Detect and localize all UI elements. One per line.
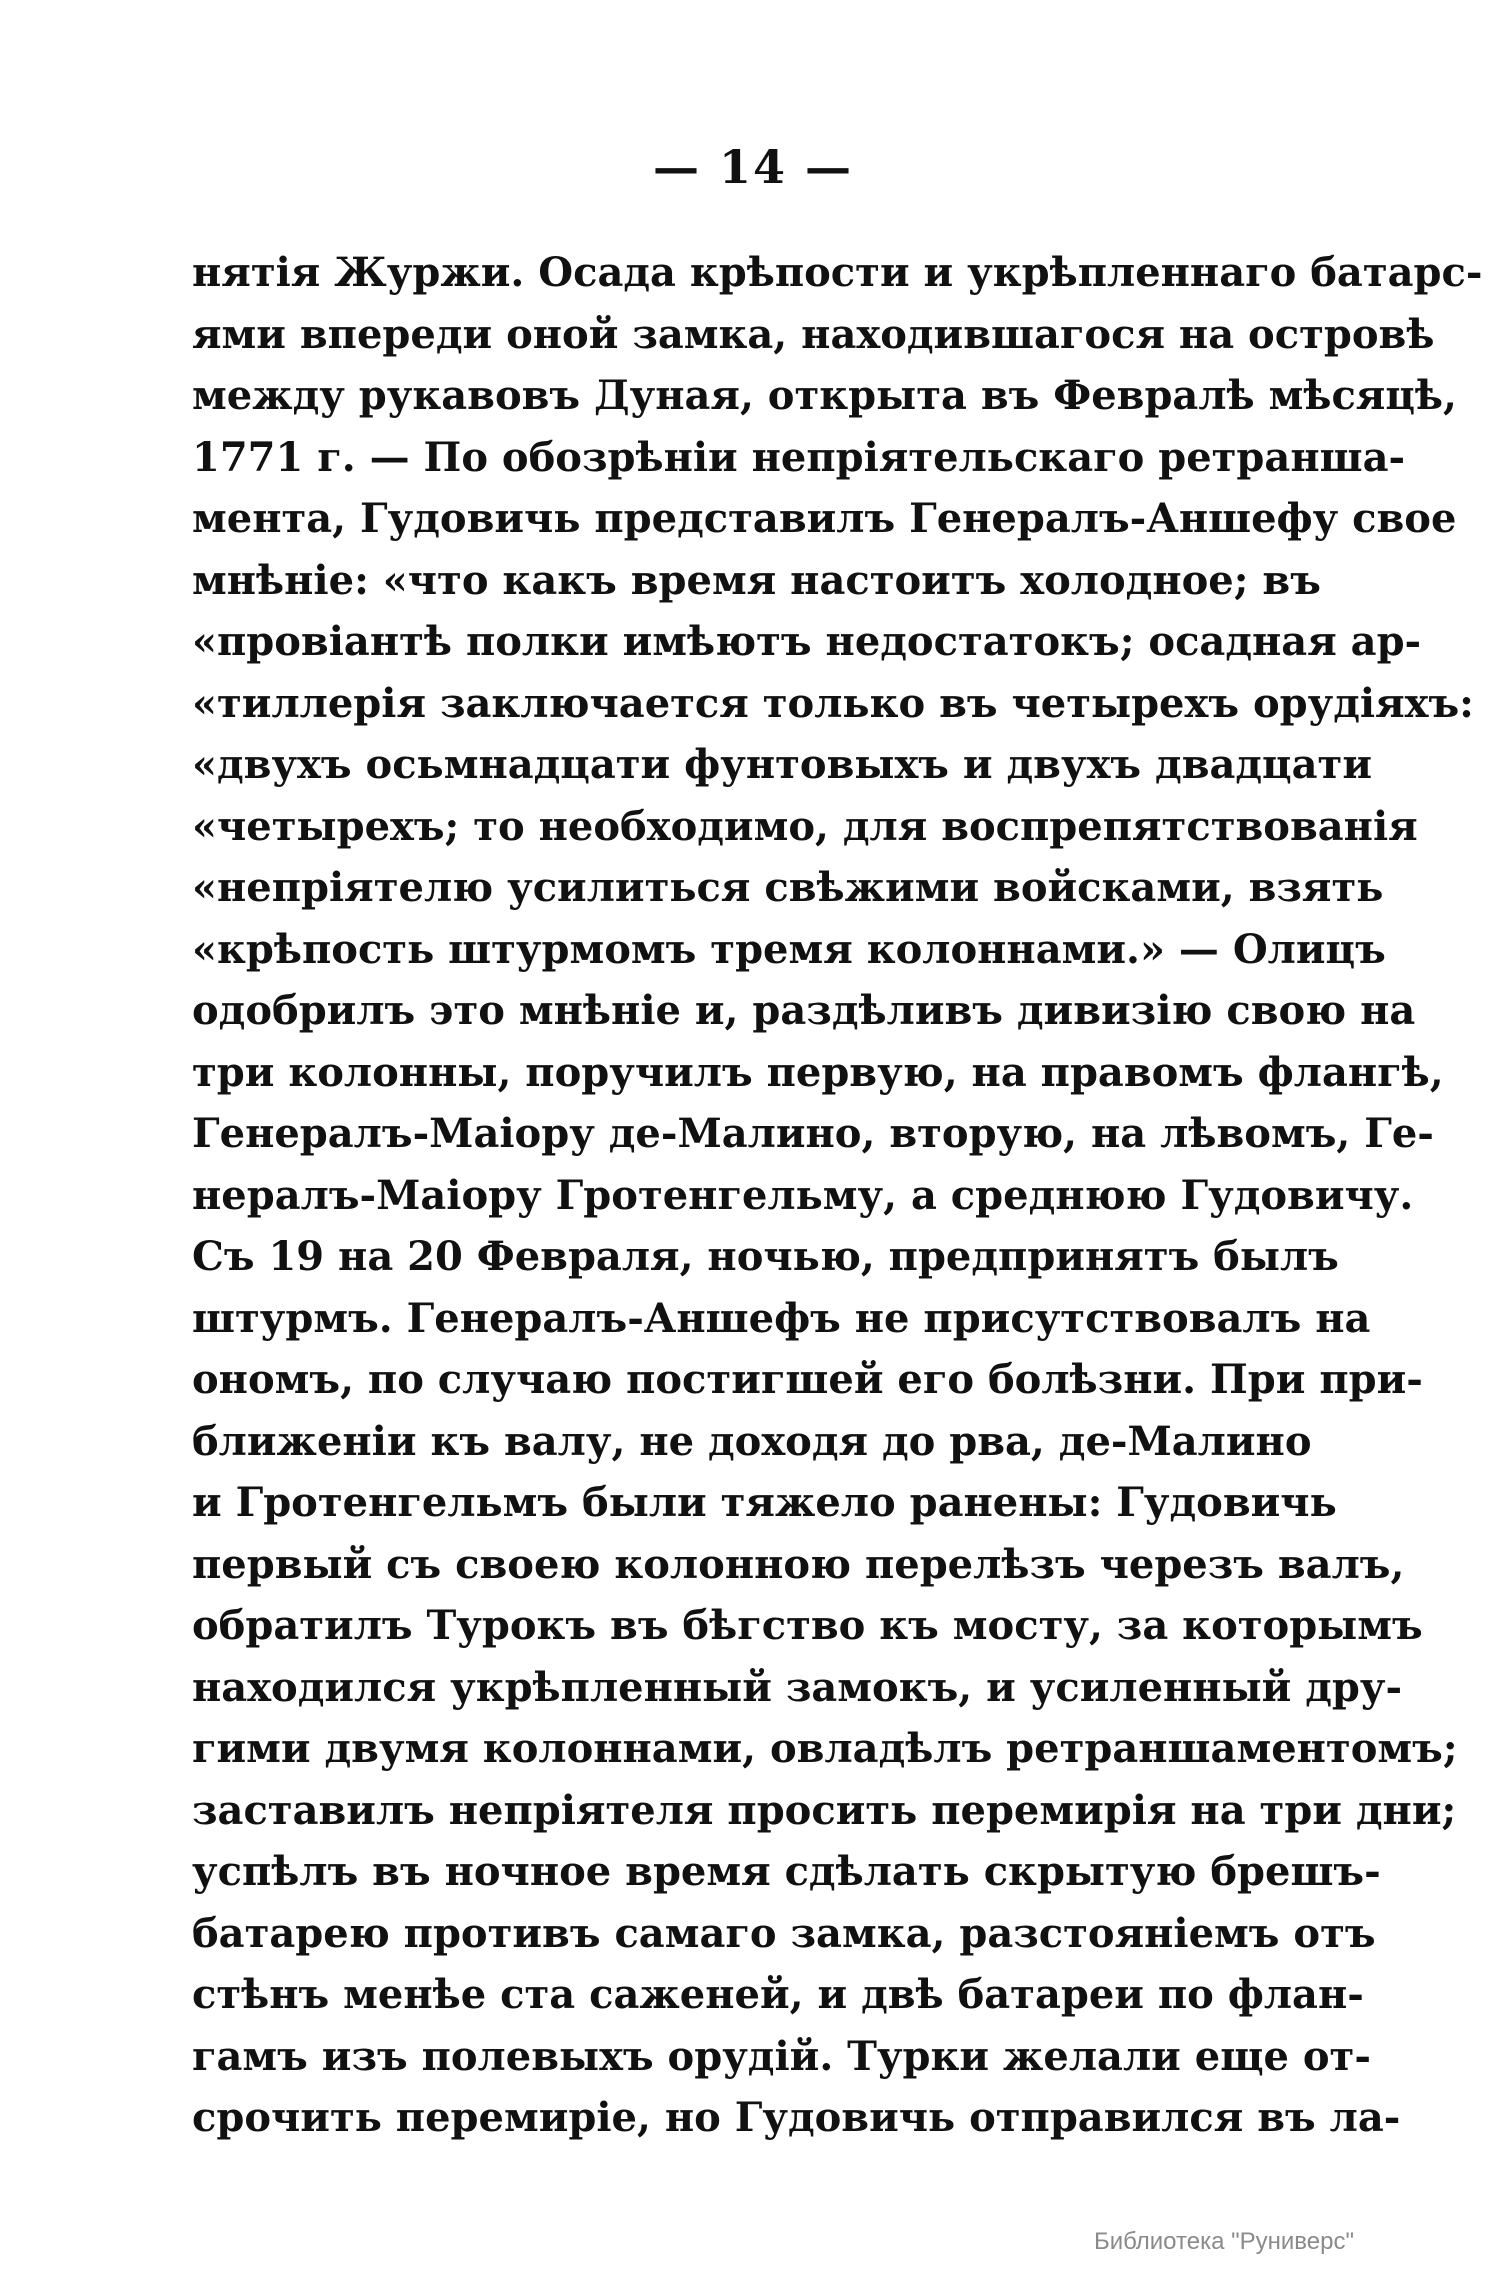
text-line: «провіантѣ полки имѣютъ недостатокъ; осадная ар- xyxy=(192,618,1422,665)
text-line: обратилъ Турокъ въ бѣгство къ мосту, за которымъ xyxy=(192,1602,1423,1649)
text-line: 1771 г. — По обозрѣніи непріятельскаго ретранша- xyxy=(192,433,1406,481)
text-line: мнѣніе: «что какъ время настоитъ холодное; въ xyxy=(192,556,1321,604)
text-line: находился укрѣпленный замокъ, и усиленный дру- xyxy=(192,1663,1403,1711)
text-line: между рукавовъ Дуная, открыта въ Февралѣ мѣсяцѣ, xyxy=(192,372,1457,419)
text-line: ями впереди оной замка, находившагося на островѣ xyxy=(192,310,1435,358)
text-line: успѣлъ въ ночное время сдѣлать скрытую брешъ- xyxy=(192,1848,1381,1895)
text-line: стѣнъ менѣе ста саженей, и двѣ батареи по флан- xyxy=(192,1971,1364,2018)
text-line: батарею противъ самаго замка, разстояніемъ отъ xyxy=(192,1909,1376,1957)
text-line: мента, Гудовичь представилъ Генералъ-Аншефу свое xyxy=(192,495,1457,542)
text-line: первый съ своею колонною перелѣзъ черезъ валъ, xyxy=(192,1540,1405,1588)
text-line: Генералъ-Маіору де-Малино, вторую, на лѣвомъ, Ге- xyxy=(192,1110,1434,1157)
text-line: «четырехъ; то необходимо, для воспрепятствованія xyxy=(192,802,1418,850)
text-line: три колонны, поручилъ первую, на правомъ флангѣ, xyxy=(192,1048,1444,1096)
text-line: штурмъ. Генералъ-Аншефъ не присутствовалъ на xyxy=(192,1294,1371,1342)
text-line: ономъ, по случаю постигшей его болѣзни. При при- xyxy=(192,1356,1423,1403)
text-line: одобрилъ это мнѣніе и, раздѣливъ дивизію свою на xyxy=(192,987,1416,1034)
page-number: — 14 — xyxy=(652,140,854,194)
text-line: «крѣпость штурмомъ тремя колоннами.» — Олицъ xyxy=(192,925,1386,973)
text-line: «тиллерія заключается только въ четырехъ орудіяхъ: xyxy=(192,679,1474,727)
text-line: гими двумя колоннами, овладѣлъ ретраншаментомъ; xyxy=(192,1725,1458,1772)
text-line: Съ 19 на 20 Февраля, ночью, предпринятъ былъ xyxy=(192,1233,1339,1280)
text-line: и Гротенгельмъ были тяжело ранены: Гудовичь xyxy=(192,1479,1337,1526)
library-watermark: Библиотека "Руниверс" xyxy=(1093,2228,1354,2255)
text-line: ближеніи къ валу, не доходя до рва, де-Малино xyxy=(192,1417,1312,1465)
text-line: нералъ-Маіору Гротенгельму, а среднюю Гудовичу. xyxy=(192,1171,1414,1219)
text-line: «непріятелю усилиться свѣжими войсками, взять xyxy=(192,864,1384,911)
text-line: срочить перемиріе, но Гудовичь отправился въ ла- xyxy=(192,2094,1401,2141)
body-text xyxy=(192,242,1483,2149)
text-line: гамъ изъ полевыхъ орудій. Турки желали еще от- xyxy=(192,2032,1371,2080)
text-line: нятія Журжи. Осада крѣпости и укрѣпленнаго батарс- xyxy=(192,249,1483,296)
text-line: «двухъ осьмнадцати фунтовыхъ и двухъ двадцати xyxy=(192,741,1372,788)
text-line: заставилъ непріятеля просить перемирія на три дни; xyxy=(192,1786,1457,1834)
